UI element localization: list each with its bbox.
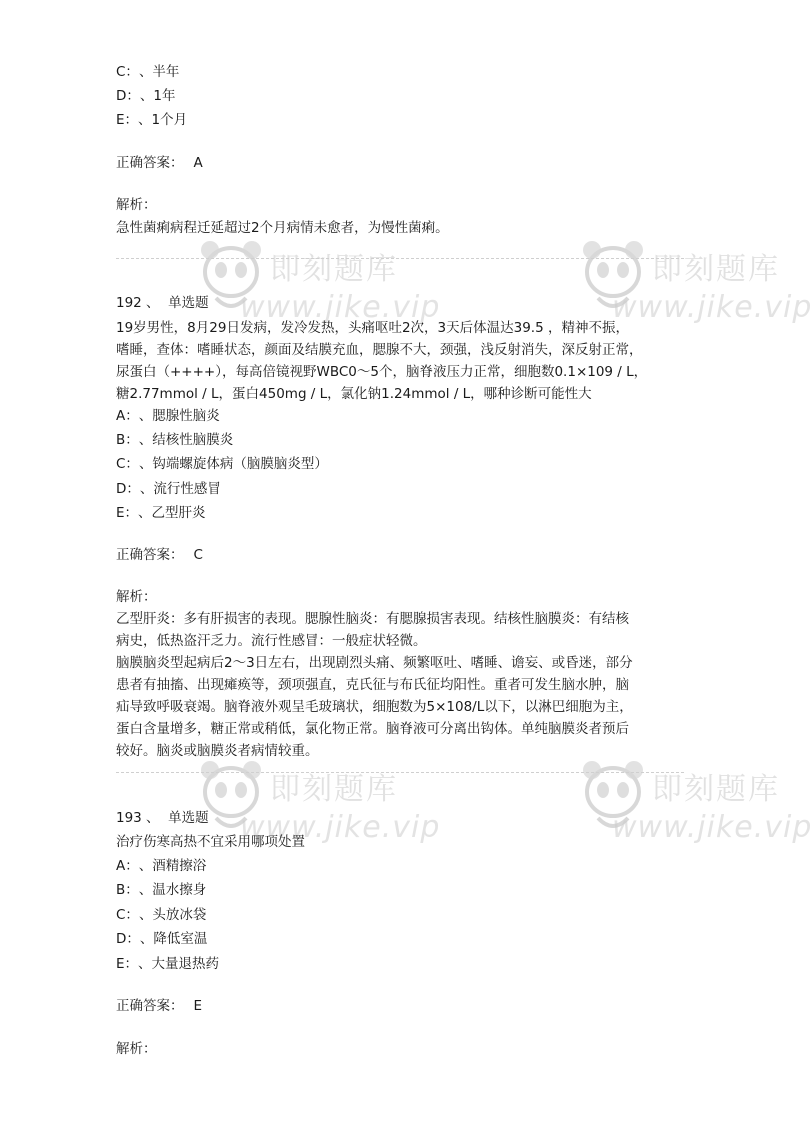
explanation-line: 疝导致呼吸衰竭。脑脊液外观呈毛玻璃状，细胞数为5×108/L以下，以淋巴细胞为主， bbox=[116, 699, 633, 715]
question-divider bbox=[116, 772, 684, 773]
watermark-brand: 即刻题库 bbox=[652, 772, 780, 807]
question-stem-line: 治疗伤寒高热不宜采用哪项处置 bbox=[116, 834, 305, 850]
question-stem-line: 嗜睡，查体：嗜睡状态，颜面及结膜充血，腮腺不大，颈强，浅反射消失，深反射正常， bbox=[116, 342, 643, 358]
option-a: A：、腮腺性脑炎 bbox=[116, 408, 220, 424]
question-header: 193 、 单选题 bbox=[116, 810, 209, 826]
option-a: A：、酒精擦浴 bbox=[116, 858, 207, 874]
explanation-label: 解析： bbox=[116, 197, 157, 213]
correct-answer: 正确答案： E bbox=[116, 998, 203, 1014]
explanation-line: 急性菌痢病程迁延超过2个月病情未愈者，为慢性菌痢。 bbox=[116, 220, 449, 236]
option-d: D：、1年 bbox=[116, 88, 176, 104]
explanation-line: 病史，低热盗汗乏力。流行性感冒：一般症状轻微。 bbox=[116, 633, 427, 649]
explanation-line: 脑膜脑炎型起病后2～3日左右，出现剧烈头痛、频繁呕吐、嗜睡、谵妄、或昏迷，部分 bbox=[116, 655, 633, 671]
watermark-url: www.jike.vip bbox=[240, 810, 441, 845]
option-e: E：、1个月 bbox=[116, 112, 188, 128]
option-e: E：、乙型肝炎 bbox=[116, 505, 206, 521]
option-e: E：、大量退热药 bbox=[116, 956, 220, 972]
explanation-label: 解析： bbox=[116, 1041, 157, 1057]
watermark-brand: 即刻题库 bbox=[270, 252, 398, 287]
question-stem-line: 糖2.77mmol / L，蛋白450mg / L，氯化钠1.24mmol / L，哪种诊断可能性大 bbox=[116, 386, 592, 402]
question-divider bbox=[116, 258, 684, 259]
correct-answer: 正确答案： A bbox=[116, 155, 203, 171]
panda-watermark-icon bbox=[578, 756, 648, 834]
option-b: B：、结核性脑膜炎 bbox=[116, 432, 234, 448]
watermark-brand: 即刻题库 bbox=[652, 252, 780, 287]
option-b: B：、温水擦身 bbox=[116, 882, 207, 898]
option-c: C：、头放冰袋 bbox=[116, 907, 207, 923]
option-c: C：、钩端螺旋体病（脑膜脑炎型） bbox=[116, 456, 328, 472]
option-c: C：、半年 bbox=[116, 64, 180, 80]
explanation-label: 解析： bbox=[116, 589, 157, 605]
correct-answer: 正确答案： C bbox=[116, 547, 203, 563]
panda-watermark-icon bbox=[578, 236, 648, 314]
watermark-brand: 即刻题库 bbox=[270, 772, 398, 807]
watermark-url: www.jike.vip bbox=[612, 810, 812, 845]
explanation-line: 患者有抽搐、出现瘫痪等，颈项强直，克氏征与布氏征均阳性。重者可发生脑水肿，脑 bbox=[116, 677, 629, 693]
explanation-line: 较好。脑炎或脑膜炎者病情较重。 bbox=[116, 743, 319, 759]
option-d: D：、流行性感冒 bbox=[116, 481, 221, 497]
explanation-line: 蛋白含量增多，糖正常或稍低，氯化物正常。脑脊液可分离出钩体。单纯脑膜炎者预后 bbox=[116, 721, 629, 737]
question-stem-line: 尿蛋白（++++），每高倍镜视野WBC0～5个，脑脊液压力正常，细胞数0.1×109 / L， bbox=[116, 364, 648, 380]
option-d: D：、降低室温 bbox=[116, 931, 208, 947]
question-stem-line: 19岁男性，8月29日发病，发冷发热，头痛呕吐2次，3天后体温达39.5 ，精神不振， bbox=[116, 320, 629, 336]
explanation-line: 乙型肝炎：多有肝损害的表现。腮腺性脑炎：有腮腺损害表现。结核性脑膜炎：有结核 bbox=[116, 611, 629, 627]
question-header: 192 、 单选题 bbox=[116, 295, 209, 311]
watermark-url: www.jike.vip bbox=[240, 290, 441, 325]
watermark-url: www.jike.vip bbox=[612, 290, 812, 325]
